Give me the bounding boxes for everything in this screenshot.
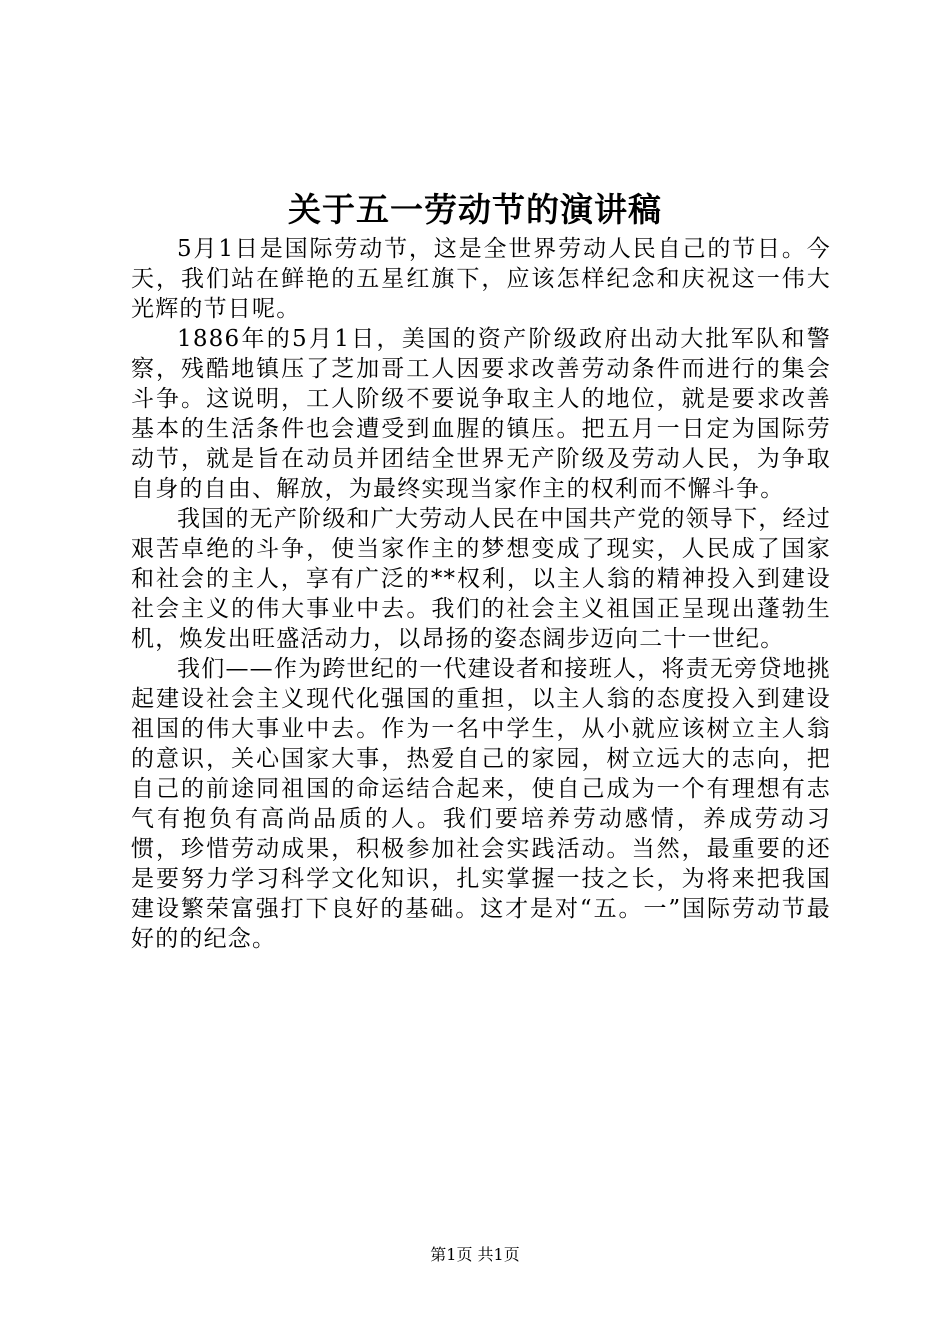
document-body xyxy=(131,234,831,954)
paragraph-3: 我国的无产阶级和广大劳动人民在中国共产党的领导下，经过艰苦卓绝的斗争，使当家作主的梦想变成了现实，人民成了国家和社会的主人，享有广泛的**权利，以主人翁的精神投入到建设社会主义的伟大事业中去。我们的社会主义祖国正呈现出蓬勃生机，焕发出旺盛活动力，以昂扬的姿态阔步迈向二十一世纪。 xyxy=(131,506,831,652)
paragraph-4: 我们——作为跨世纪的一代建设者和接班人，将责无旁贷地挑起建设社会主义现代化强国的重担，以主人翁的态度投入到建设祖国的伟大事业中去。作为一名中学生，从小就应该树立主人翁的意识，关心国家大事，热爱自己的家园，树立远大的志向，把自己的前途同祖国的命运结合起来，使自己成为一个有理想有志气有抱负有高尚品质的人。我们要培养劳动感情，养成劳动习惯，珍惜劳动成果，积极参加社会实践活动。当然，最重要的还是要努力学习科学文化知识，扎实掌握一技之长，为将来把我国建设繁荣富强打下良好的基础。这才是对“五。一”国际劳动节最好的的纪念。 xyxy=(131,656,831,952)
page-footer: 第1页 共1页 xyxy=(430,1245,520,1264)
document-title: 关于五一劳动节的演讲稿 xyxy=(288,190,662,229)
paragraph-1: 5月1日是国际劳动节，这是全世界劳动人民自己的节日。今天，我们站在鲜艳的五星红旗下，应该怎样纪念和庆祝这一伟大光辉的节日呢。 xyxy=(131,236,831,322)
paragraph-2: 1886年的5月1日，美国的资产阶级政府出动大批军队和警察，残酷地镇压了芝加哥工人因要求改善劳动条件而进行的集会斗争。这说明，工人阶级不要说争取主人的地位，就是要求改善基本的生活条件也会遭受到血腥的镇压。把五月一日定为国际劳动节，就是旨在动员并团结全世界无产阶级及劳动人民，为争取自身的自由、解放，为最终实现当家作主的权利而不懈斗争。 xyxy=(131,326,831,502)
